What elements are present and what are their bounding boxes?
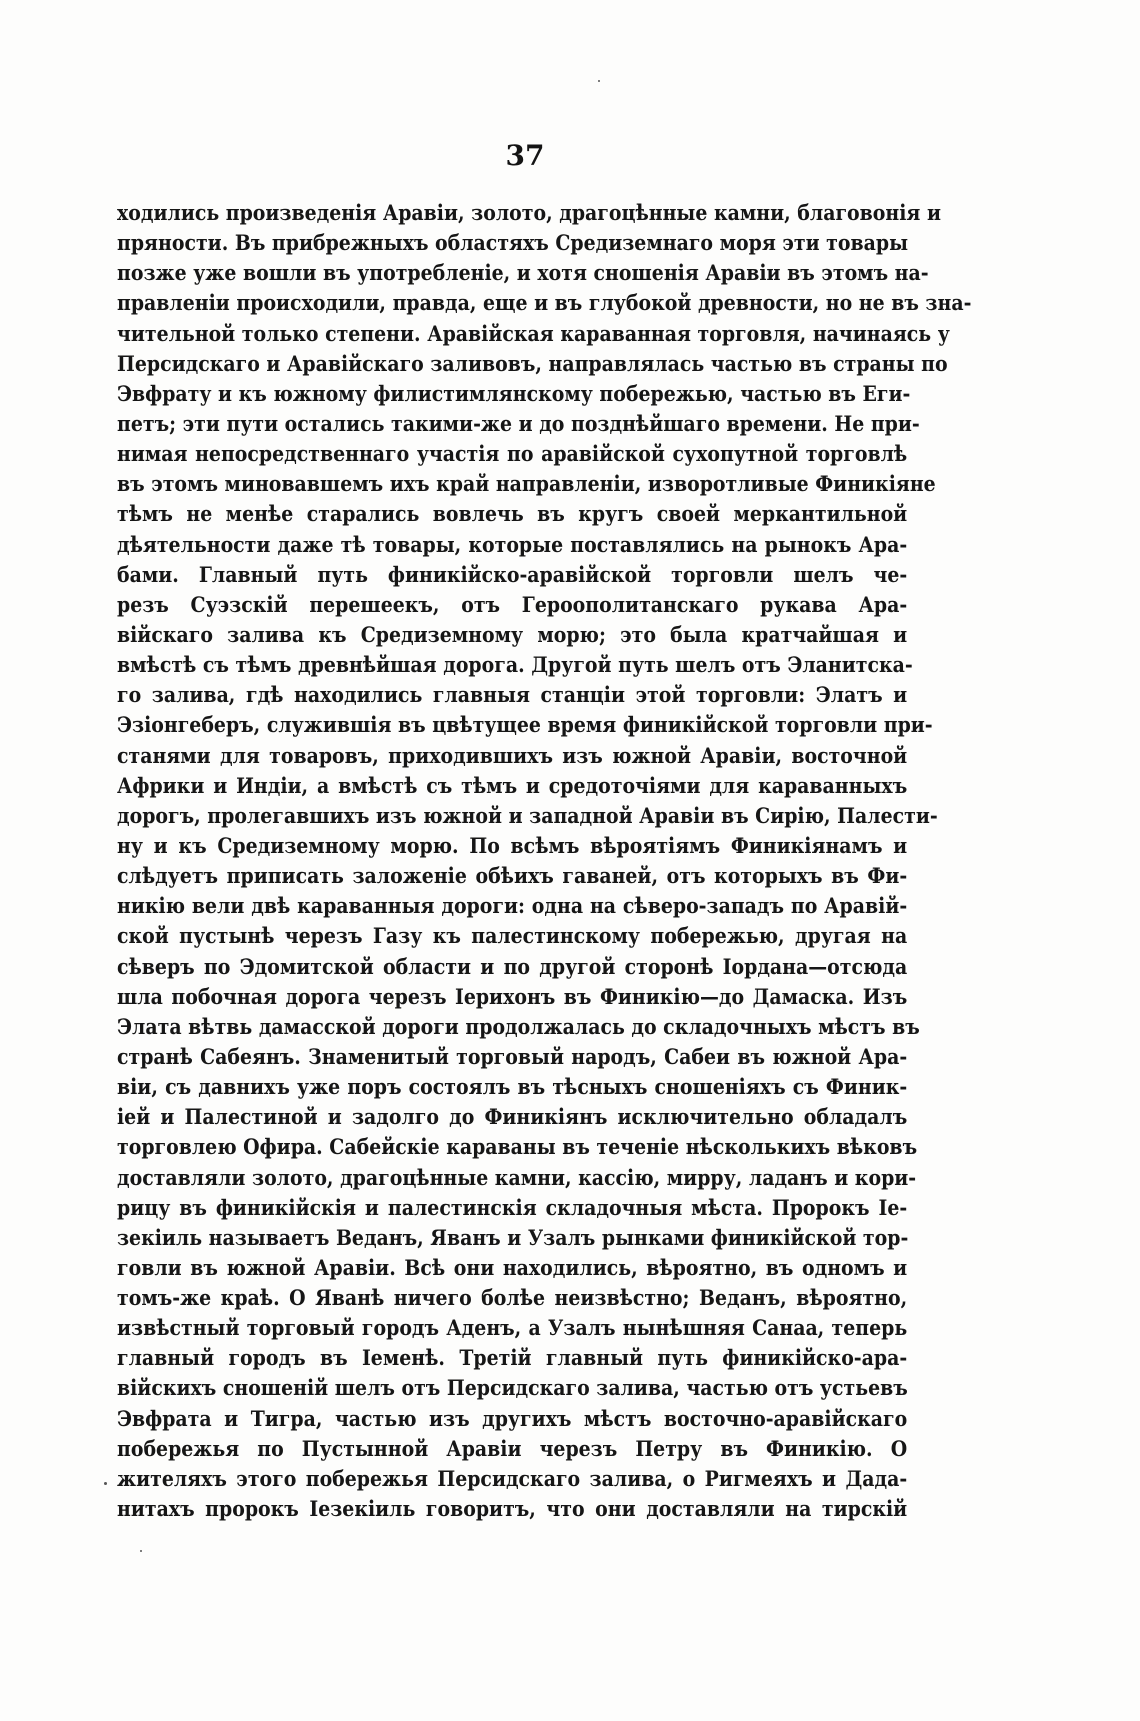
text-line: томъ-же краѣ. О Яванѣ ничего болѣе неизвѣстно; Веданъ, вѣроятно, [117,1285,908,1311]
text-line: жителяхъ этого побережья Персидскаго залива, о Ригмеяхъ и Дада- [117,1465,908,1491]
text-line: никію вели двѣ караванныя дороги: одна на сѣверо-западъ по Аравій- [117,893,908,919]
text-line: пряности. Въ прибрежныхъ областяхъ Средиземнаго моря эти товары [117,230,909,256]
text-line: петъ; эти пути остались такими-же и до позднѣйшаго времени. Не при- [117,410,920,436]
text-line: въ этомъ миновавшемъ ихъ край направленіи, изворотливые Финикіяне [117,471,936,497]
text-line: позже уже вошли въ употребленіе, и хотя сношенія Аравіи въ этомъ на- [117,260,929,286]
text-line: странѣ Сабеянъ. Знаменитый торговый народъ, Сабеи въ южной Ара- [117,1043,908,1069]
scan-speck [140,1550,142,1552]
text-line: дѣятельности даже тѣ товары, которые поставлялись на рынокъ Ара- [117,531,908,557]
text-line: бами. Главный путь финикійско-аравійской торговли шелъ че- [117,561,908,587]
text-line: Эвфрату и къ южному филистимлянскому побережью, частью въ Еги- [117,380,911,406]
text-line: Персидскаго и Аравійскаго заливовъ, направлялась частью въ страны по [117,350,948,376]
scan-speck [598,80,600,82]
text-line: Эвфрата и Тигра, частью изъ другихъ мѣстъ восточно-аравійскаго [117,1405,908,1431]
text-line: нитахъ пророкъ Іезекіиль говоритъ, что они доставляли на тирскій [117,1496,908,1522]
text-line: побережья по Пустынной Аравіи черезъ Петру въ Финикію. О [117,1435,908,1461]
text-line: ской пустынѣ черезъ Газу къ палестинскому побережью, другая на [117,923,908,949]
text-line: доставляли золото, драгоцѣнные камни, кассію, мирру, ладанъ и кори- [117,1164,917,1190]
text-line: слѣдуетъ приписать заложеніе обѣихъ гаваней, отъ которыхъ въ Фи- [117,863,908,889]
text-line: резъ Суэзскій перешеекъ, отъ Героополитанскаго рукава Ара- [117,591,908,617]
text-line: ходились произведенія Аравіи, золото, драгоцѣнные камни, благовонія и [117,200,941,225]
text-line: торговлею Офира. Сабейскіе караваны въ теченіе нѣсколькихъ вѣковъ [117,1134,918,1160]
text-line: правленіи происходили, правда, еще и въ глубокой древности, но не въ зна- [117,290,972,316]
text-line: Элата вѣтвь дамасской дороги продолжалась до складочныхъ мѣстъ въ [117,1013,920,1039]
text-line: віи, съ давнихъ уже поръ состоялъ въ тѣсныхъ сношеніяхъ съ Финик- [117,1074,908,1100]
text-line: ну и къ Средиземному морю. По всѣмъ вѣроятіямъ Финикіянамъ и [117,832,908,858]
text-line: зекіиль называетъ Веданъ, Яванъ и Узалъ рынками финикійской тор- [117,1224,909,1250]
text-line: війскихъ сношеній шелъ отъ Персидскаго залива, частью отъ устьевъ [117,1375,908,1401]
text-line: сѣверъ по Эдомитской области и по другой сторонѣ Іордана—отсюда [117,953,908,979]
text-line: станями для товаровъ, приходившихъ изъ южной Аравіи, восточной [117,742,908,768]
text-line: главный городъ въ Іеменѣ. Третій главный путь финикійско-ара- [117,1345,908,1371]
body-text [117,198,972,1524]
text-line: чительной только степени. Аравійская караванная торговля, начинаясь у [117,320,950,346]
text-line: говли въ южной Аравіи. Всѣ они находились, вѣроятно, въ одномъ и [117,1254,908,1280]
text-line: тѣмъ не менѣе старались вовлечь въ кругъ своей меркантильной [117,501,908,527]
text-line: го залива, гдѣ находились главныя станціи этой торговли: Элатъ и [117,682,908,708]
text-line: іей и Палестиной и задолго до Финикіянъ исключительно обладалъ [117,1104,908,1130]
text-line: рицу въ финикійскія и палестинскія складочныя мѣста. Пророкъ Іе- [117,1194,908,1220]
text-line: шла побочная дорога черезъ Іерихонъ въ Финикію—до Дамаска. Изъ [117,983,908,1009]
text-line: вмѣстѣ съ тѣмъ древнѣйшая дорога. Другой путь шелъ отъ Эланитска- [117,652,913,678]
text-line: дорогъ, пролегавшихъ изъ южной и западной Аравіи въ Сирію, Палести- [117,802,938,828]
text-line: нимая непосредственнаго участія по аравійской сухопутной торговлѣ [117,441,908,467]
page-number: 37 [505,139,545,172]
text-line: війскаго залива къ Средиземному морю; это была кратчайшая и [117,621,908,647]
text-line: Африки и Индіи, а вмѣстѣ съ тѣмъ и средоточіями для караванныхъ [117,772,908,798]
scan-speck [104,1482,107,1485]
text-line: Эзіонгеберъ, служившія въ цвѣтущее время финикійской торговли при- [117,712,933,738]
text-line: извѣстный торговый городъ Аденъ, а Узалъ нынѣшняя Санаа, теперь [117,1315,908,1341]
